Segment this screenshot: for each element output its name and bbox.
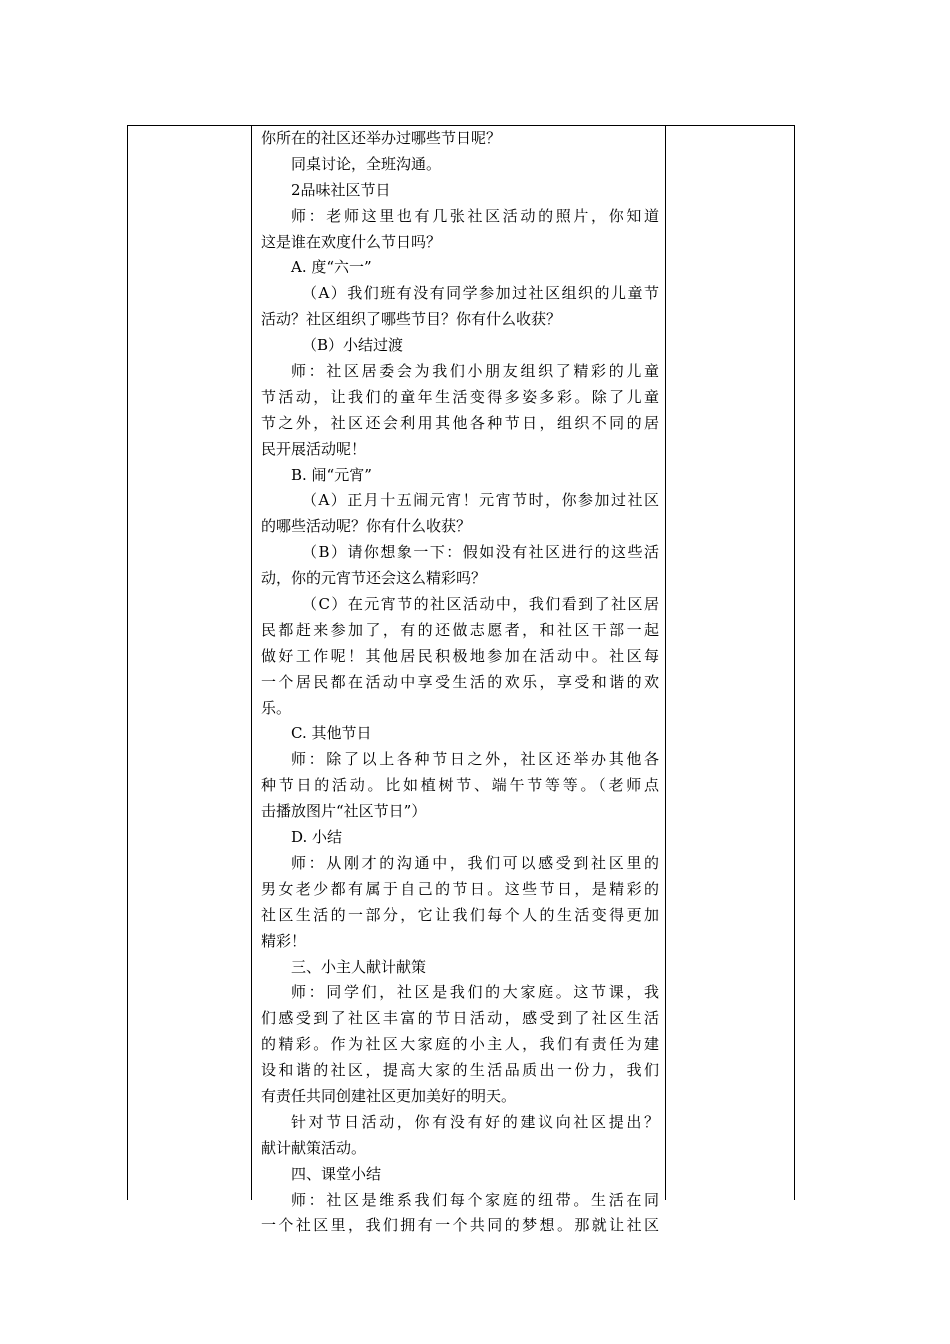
text-line: 2品味社区节日 — [291, 180, 391, 199]
text-line: 节之外，社区还会利用其他各种节日，组织不同的居 — [261, 413, 659, 432]
text-line: 一个社区里，我们拥有一个共同的梦想。那就让社区 — [261, 1216, 659, 1235]
text-line: 三、小主人献计献策 — [291, 957, 427, 976]
lesson-plan-table — [127, 125, 795, 1235]
text-line: 男女老少都有属于自己的节日。这些节日，是精彩的 — [261, 879, 659, 898]
text-line: 师：除了以上各种节日之外，社区还举办其他各 — [291, 750, 659, 769]
text-line: 设和谐的社区，提高大家的生活品质出一份力，我们 — [261, 1061, 659, 1080]
text-line: 师：同学们，社区是我们的大家庭。这节课，我 — [291, 983, 659, 1002]
text-line: （A）正月十五闹元宵！元宵节时，你参加过社区 — [302, 491, 659, 510]
text-line: 师：社区居委会为我们小朋友组织了精彩的儿童 — [291, 362, 659, 381]
text-line: 击播放图片“社区节日”） — [261, 802, 427, 821]
text-line: 你所在的社区还举办过哪些节日呢？ — [261, 129, 502, 147]
text-line: 一个居民都在活动中享受生活的欢乐，享受和谐的欢 — [261, 672, 659, 691]
text-line: 们感受到了社区丰富的节日活动，感受到了社区生活 — [261, 1009, 659, 1028]
text-line: 种节日的活动。比如植树节、端午节等等。（老师点 — [261, 776, 659, 795]
text-line: C. 其他节日 — [291, 724, 372, 743]
text-line: 有责任共同创建社区更加美好的明天。 — [261, 1086, 517, 1105]
text-line: 师：社区是维系我们每个家庭的纽带。生活在同 — [291, 1190, 659, 1209]
text-line: 做好工作呢！其他居民积极地参加在活动中。社区每 — [261, 646, 659, 665]
text-line: 精彩！ — [261, 931, 307, 950]
text-line: 同桌讨论，全班沟通。 — [291, 154, 442, 173]
lesson-content-cell — [261, 126, 659, 1239]
text-line: 民开展活动呢！ — [261, 439, 367, 458]
text-line: 四、课堂小结 — [291, 1164, 382, 1183]
text-line: 社区生活的一部分，它让我们每个人的生活变得更加 — [261, 905, 659, 924]
text-line: 师：从刚才的沟通中，我们可以感受到社区里的 — [291, 853, 659, 872]
right-column-divider — [665, 126, 666, 1200]
text-line: 乐。 — [261, 698, 292, 717]
text-line: A. 度“六一” — [291, 258, 372, 277]
text-line: B. 闹“元宵” — [291, 465, 372, 484]
text-line: 的哪些活动呢？你有什么收获？ — [261, 517, 472, 536]
text-line: （A）我们班有没有同学参加过社区组织的儿童节 — [302, 284, 659, 303]
text-line: 献计献策活动。 — [261, 1138, 367, 1157]
text-line: （C）在元宵节的社区活动中，我们看到了社区居 — [302, 595, 659, 614]
text-line: D. 小结 — [291, 828, 343, 847]
text-line: 民都赶来参加了，有的还做志愿者，和社区干部一起 — [261, 620, 659, 639]
text-line: 动，你的元宵节还会这么精彩吗？ — [261, 569, 487, 588]
left-column-divider — [251, 126, 252, 1200]
text-line: 节活动，让我们的童年生活变得多姿多彩。除了儿童 — [261, 387, 659, 406]
text-line: （B）请你想象一下：假如没有社区进行的这些活 — [302, 543, 659, 562]
text-line: 活动？社区组织了哪些节目？你有什么收获？ — [261, 310, 562, 329]
text-line: 师：老师这里也有几张社区活动的照片，你知道 — [291, 206, 659, 225]
text-line: （B）小结过渡 — [302, 336, 404, 355]
text-line: 针对节日活动，你有没有好的建议向社区提出？ — [291, 1112, 659, 1131]
text-line: 的精彩。作为社区大家庭的小主人，我们有责任为建 — [261, 1035, 659, 1054]
text-line: 这是谁在欢度什么节日吗？ — [261, 232, 442, 251]
